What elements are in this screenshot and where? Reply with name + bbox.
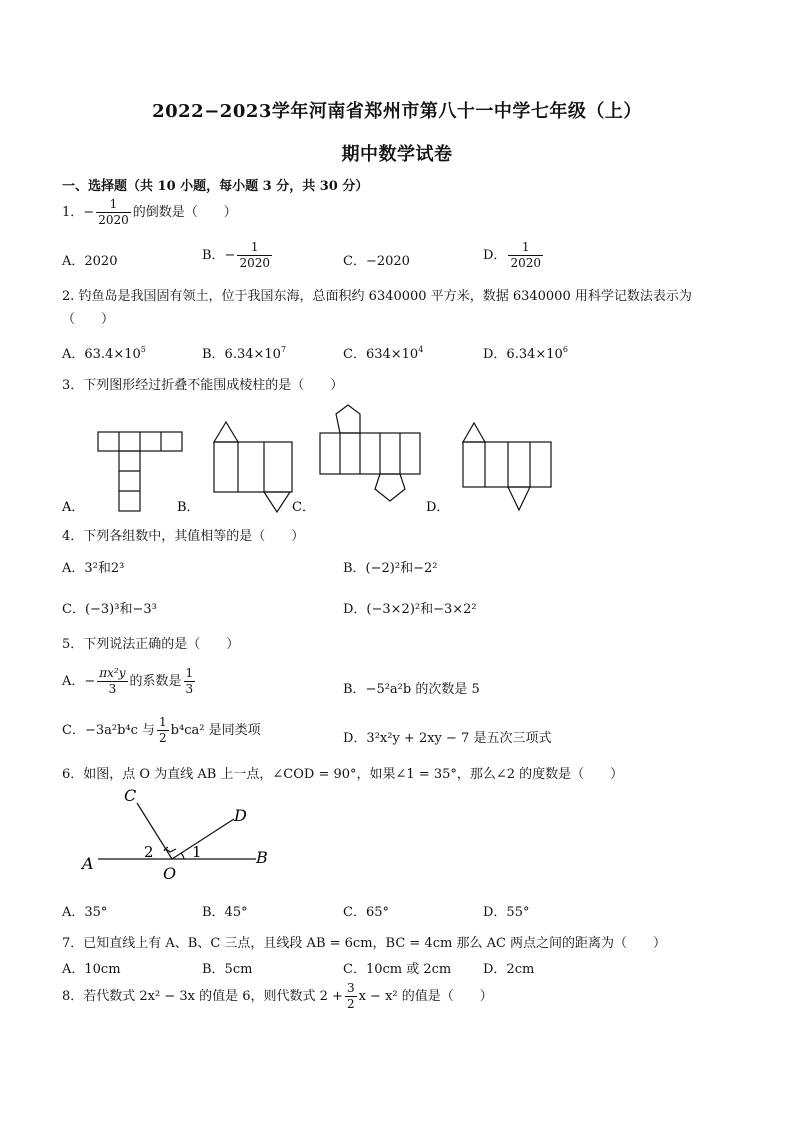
q1-option-b: [202, 240, 274, 271]
exam-title-line2: 期中数学试卷: [341, 144, 453, 165]
question-1: [62, 197, 237, 228]
q3-label-c: C．: [292, 500, 315, 515]
q5-option-b: B．−5²a²b 的次数是 5: [343, 682, 480, 697]
q3-label-a: A．: [62, 500, 85, 515]
q5-option-a: [62, 666, 197, 697]
q2-option-d: [483, 343, 568, 362]
q8-fraction: [345, 981, 357, 1012]
q5-option-c: [62, 715, 261, 746]
q1-b-den: 2020: [239, 256, 270, 270]
q1-d-num: 1: [508, 240, 543, 256]
q1-fraction: [96, 197, 131, 228]
q6-option-d: D．55°: [483, 905, 530, 920]
q7-option-b: B．5cm: [202, 962, 253, 977]
q5-a-fraction: [97, 666, 127, 697]
question-2-line1: 2. 钓鱼岛是我国固有领土，位于我国东海，总面积约 6340000 平方米，数据 6340000 用科学记数法表示为: [62, 289, 692, 304]
q1-d-den: 2020: [510, 256, 541, 270]
q1-number: 1．: [62, 205, 84, 220]
question-5: 5．下列说法正确的是（ ）: [62, 637, 240, 652]
q6-angle-diagram: [60, 783, 300, 883]
q2-d-base: D．6.34×10: [483, 347, 563, 362]
q5-a-den2: 3: [185, 682, 194, 696]
q2-d-exp: 6: [562, 345, 568, 354]
q8-den: 2: [346, 997, 355, 1011]
q5-a-num: πx²y: [99, 666, 126, 680]
q6-option-a: A．35°: [62, 905, 108, 920]
q2-option-c: [343, 343, 423, 362]
label-point-o: O: [163, 864, 177, 883]
q5-c-tail: b⁴ca² 是同类项: [170, 723, 261, 738]
question-8: [62, 981, 493, 1012]
label-angle-2: 2: [144, 843, 154, 861]
question-3: 3．下列图形经过折叠不能围成棱柱的是（ ）: [62, 378, 344, 393]
q1-option-a: A．2020: [62, 254, 118, 269]
q7-option-d: D．2cm: [483, 962, 535, 977]
question-2-line2: （ ）: [62, 312, 115, 327]
q5-option-d: D．3²x²y + 2xy − 7 是五次三项式: [343, 731, 552, 746]
q5-a-fraction2: [184, 666, 196, 697]
question-4: 4．下列各组数中，其值相等的是（ ）: [62, 529, 305, 544]
label-point-b: B: [256, 848, 268, 867]
q1-d-fraction: [508, 240, 543, 271]
q3-net-a: [98, 432, 182, 511]
q6-option-b: B．45°: [202, 905, 248, 920]
label-point-a: A: [82, 854, 94, 873]
exam-title-line1: 2022−2023学年河南省郑州市第八十一中学七年级（上）: [152, 101, 642, 122]
q4-option-a: A．3²和2³: [62, 561, 125, 576]
q2-a-exp: 5: [140, 345, 146, 354]
q8-head: 8．若代数式 2x² − 3x 的值是 6，则代数式 2 +: [62, 989, 343, 1004]
q1-b-label: B．−: [202, 248, 236, 263]
q5-a-den: 3: [108, 682, 117, 696]
q2-c-exp: 4: [418, 345, 424, 354]
q7-option-c: C．10cm 或 2cm: [343, 962, 452, 977]
q1-b-fraction: [237, 240, 272, 271]
q2-c-base: C．634×10: [343, 347, 419, 362]
q1-neg: −: [83, 205, 95, 220]
q7-option-a: A．10cm: [62, 962, 121, 977]
q2-option-b: [202, 343, 286, 362]
ray-oc: [137, 803, 172, 859]
q1-b-num: 1: [237, 240, 272, 256]
q5-c-den: 2: [159, 731, 167, 745]
q2-b-base: B．6.34×10: [202, 347, 281, 362]
q5-c-num: 1: [159, 715, 167, 729]
q5-c-label: C．−3a²b⁴c 与: [62, 723, 156, 738]
q1-frac-den: 2020: [98, 213, 129, 227]
q4-option-c: C．(−3)³和−3³: [62, 602, 157, 617]
q3-label-b: B．: [177, 500, 200, 515]
q8-tail: x − x² 的值是（ ）: [358, 989, 493, 1004]
question-7: 7．已知直线上有 A、B、C 三点，且线段 AB = 6cm，BC = 4cm 那么 AC 两点之间的距离为（ ）: [62, 936, 667, 951]
q5-c-fraction: [157, 715, 169, 746]
q6-option-c: C．65°: [343, 905, 389, 920]
q5-a-mid: 的系数是: [129, 674, 182, 689]
q1-option-c: C．−2020: [343, 254, 410, 269]
q5-a-label: A．−: [62, 674, 96, 689]
q3-net-c: [320, 405, 420, 501]
q5-a-num2: 1: [185, 666, 194, 680]
section-heading: 一、选择题（共 10 小题，每小题 3 分，共 30 分）: [62, 179, 369, 194]
label-point-c: C: [124, 786, 137, 805]
q4-option-d: D．(−3×2)²和−3×2²: [343, 602, 477, 617]
q1-tail: 的倒数是（ ）: [132, 205, 237, 220]
question-6: 6．如图，点 O 为直线 AB 上一点，∠COD = 90°，如果∠1 = 35°，那么∠2 的度数是（ ）: [62, 767, 624, 782]
q2-option-a: [62, 343, 146, 362]
q1-option-d: [483, 240, 545, 271]
label-point-d: D: [234, 806, 247, 825]
q8-num: 3: [346, 981, 355, 995]
q4-option-b: B．(−2)²和−2²: [343, 561, 438, 576]
q3-net-d: [463, 423, 551, 510]
q2-b-exp: 7: [280, 345, 287, 354]
q2-a-base: A．63.4×10: [62, 347, 141, 362]
angle-1-arc: [181, 853, 184, 859]
label-angle-1: 1: [192, 843, 202, 861]
q3-label-d: D．: [426, 500, 450, 515]
q3-figures: [0, 395, 794, 520]
q1-d-label: D．: [483, 248, 507, 263]
q3-net-b: [214, 422, 292, 512]
q1-frac-num: 1: [96, 197, 131, 213]
